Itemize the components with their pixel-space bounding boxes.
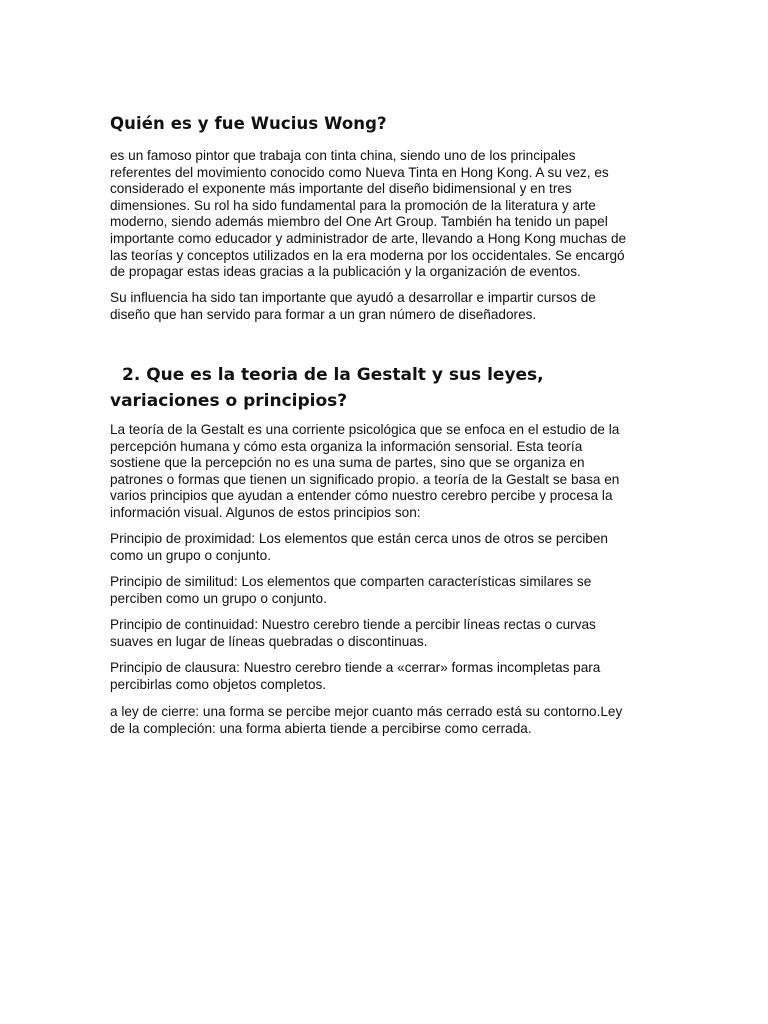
section2-heading-line: variaciones o principios? bbox=[110, 391, 348, 411]
text-line: percepción humana y cómo esta organiza la información sensorial. Esta teoría bbox=[110, 438, 583, 454]
text-line: Principio de continuidad: Nuestro cerebro tiende a percibir líneas rectas o curvas bbox=[110, 617, 596, 632]
text-line: Principio de similitud: Los elementos que comparten características similares se bbox=[110, 574, 592, 589]
text-line: como un grupo o conjunto. bbox=[110, 547, 271, 563]
principle-proximidad bbox=[110, 531, 655, 564]
text-line: moderno, siendo además miembro del One Art Group. También ha tenido un papel bbox=[110, 214, 608, 230]
text-line: perciben como un grupo o conjunto. bbox=[110, 590, 327, 606]
text-line: información visual. Algunos de estos principios son: bbox=[110, 504, 421, 520]
text-line: varios principios que ayudan a entender cómo nuestro cerebro percibe y procesa la bbox=[110, 488, 613, 504]
text-line: suaves en lugar de líneas quebradas o discontinuas. bbox=[110, 633, 428, 649]
ley-de-cierre-paragraph bbox=[110, 704, 655, 737]
text-line: las teorías y conceptos utilizados en la era moderna por los occidentales. Se encargó bbox=[110, 247, 625, 263]
text-line: Principio de proximidad: Los elementos que están cerca unos de otros se perciben bbox=[110, 531, 608, 546]
text-line: Su influencia ha sido tan importante que ayudó a desarrollar e impartir cursos de bbox=[110, 290, 596, 305]
text-line: percibirlas como objetos completos. bbox=[110, 676, 327, 692]
text-line: patrones o formas que tienen un significado propio. a teoría de la Gestalt se basa en bbox=[110, 471, 620, 487]
section1-heading: Quién es y fue Wucius Wong? bbox=[110, 114, 387, 133]
text-line: de la compleción: una forma abierta tiende a percibirse como cerrada. bbox=[110, 720, 532, 736]
section2-heading-line: 2. Que es la teoria de la Gestalt y sus leyes, bbox=[122, 365, 544, 385]
text-line: diseño que han servido para formar a un gran número de diseñadores. bbox=[110, 306, 537, 322]
principle-similitud bbox=[110, 574, 655, 607]
text-line: de propagar estas ideas gracias a la publicación y la organización de eventos. bbox=[110, 264, 581, 280]
text-line: referentes del movimiento conocido como Nueva Tinta en Hong Kong. A su vez, es bbox=[110, 164, 609, 180]
text-line: considerado el exponente más importante del diseño bidimensional y en tres bbox=[110, 181, 572, 197]
wucius-wong-paragraph bbox=[110, 148, 655, 281]
text-line: a ley de cierre: una forma se percibe mejor cuanto más cerrado está su contorno.Ley bbox=[110, 704, 623, 719]
text-line: Principio de clausura: Nuestro cerebro tiende a «cerrar» formas incompletas para bbox=[110, 660, 601, 675]
text-line: sostiene que la percepción no es una suma de partes, sino que se organiza en bbox=[110, 455, 585, 471]
principle-clausura bbox=[110, 660, 655, 693]
influence-paragraph bbox=[110, 290, 655, 323]
text-line: importante como educador y administrador de arte, llevando a Hong Kong muchas de bbox=[110, 230, 627, 246]
text-line: dimensiones. Su rol ha sido fundamental para la promoción de la literatura y arte bbox=[110, 197, 596, 213]
text-line: La teoría de la Gestalt es una corriente psicológica que se enfoca en el estudio de la bbox=[110, 422, 620, 437]
gestalt-intro-paragraph bbox=[110, 422, 655, 522]
principle-continuidad bbox=[110, 617, 655, 650]
text-line: es un famoso pintor que trabaja con tinta china, siendo uno de los principales bbox=[110, 148, 576, 163]
section2-heading bbox=[110, 362, 544, 414]
